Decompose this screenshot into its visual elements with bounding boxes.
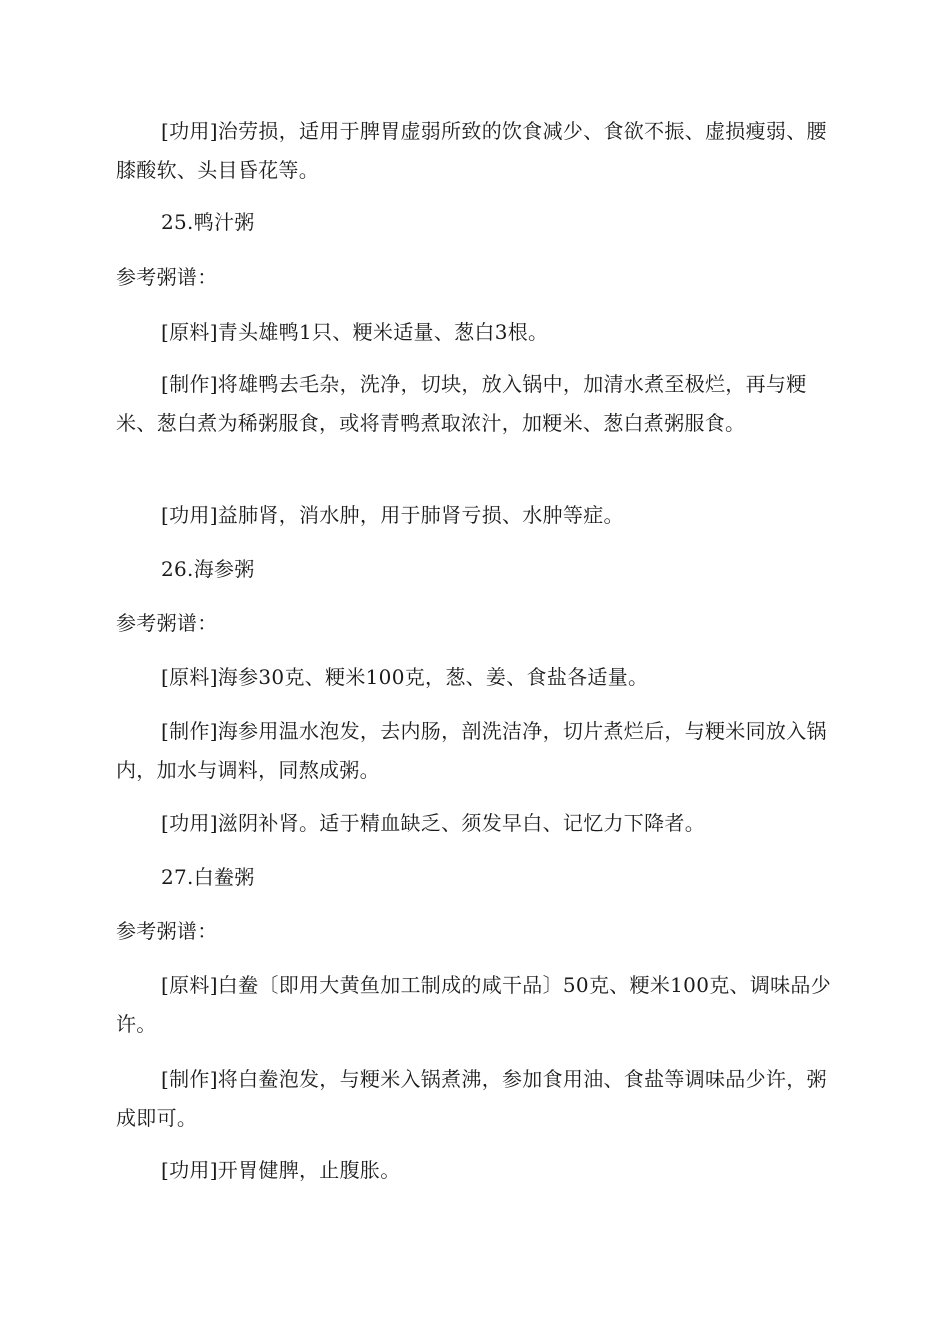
paragraph-method-duck: [制作]将雄鸭去毛杂，洗净，切块，放入锅中，加清水煮至极烂，再与粳米、葱白煮为稀粥服食，或将青鸭煮取浓汁，加粳米、葱白煮粥服食。 <box>116 372 807 435</box>
reference-label: 参考粥谱： <box>116 919 218 943</box>
paragraph-function-sea-cucumber: [功用]滋阴补肾。适于精血缺乏、须发早白、记忆力下降者。 <box>161 811 706 835</box>
paragraph-ingredients-dried-fish: [原料]白鲞〔即用大黄鱼加工制成的咸干品〕50克、粳米100克、调味品少许。 <box>116 973 832 1036</box>
reference-label: 参考粥谱： <box>116 611 218 635</box>
paragraph-method-dried-fish: [制作]将白鲞泡发，与粳米入锅煮沸，参加食用油、食盐等调味品少许，粥成即可。 <box>116 1067 827 1130</box>
heading-sea-cucumber-porridge: 26.海参粥 <box>161 557 255 581</box>
heading-dried-fish-porridge: 27.白鲞粥 <box>161 865 255 889</box>
paragraph-function-dried-fish: [功用]开胃健脾，止腹胀。 <box>161 1158 401 1182</box>
paragraph-ingredients-duck: [原料]青头雄鸭1只、粳米适量、葱白3根。 <box>161 320 549 344</box>
paragraph-ingredients-sea-cucumber: [原料]海参30克、粳米100克，葱、姜、食盐各适量。 <box>161 665 649 689</box>
paragraph-function-labor: [功用]治劳损，适用于脾胃虚弱所致的饮食减少、食欲不振、虚损瘦弱、腰膝酸软、头目昏花等。 <box>116 119 827 182</box>
heading-duck-porridge: 25.鸭汁粥 <box>161 210 255 234</box>
paragraph-method-sea-cucumber: [制作]海参用温水泡发，去内肠，剖洗洁净，切片煮烂后，与粳米同放入锅内，加水与调料，同熬成粥。 <box>116 719 827 782</box>
reference-label: 参考粥谱： <box>116 265 218 289</box>
paragraph-function-duck: [功用]益肺肾，消水肿，用于肺肾亏损、水肿等症。 <box>161 503 624 527</box>
